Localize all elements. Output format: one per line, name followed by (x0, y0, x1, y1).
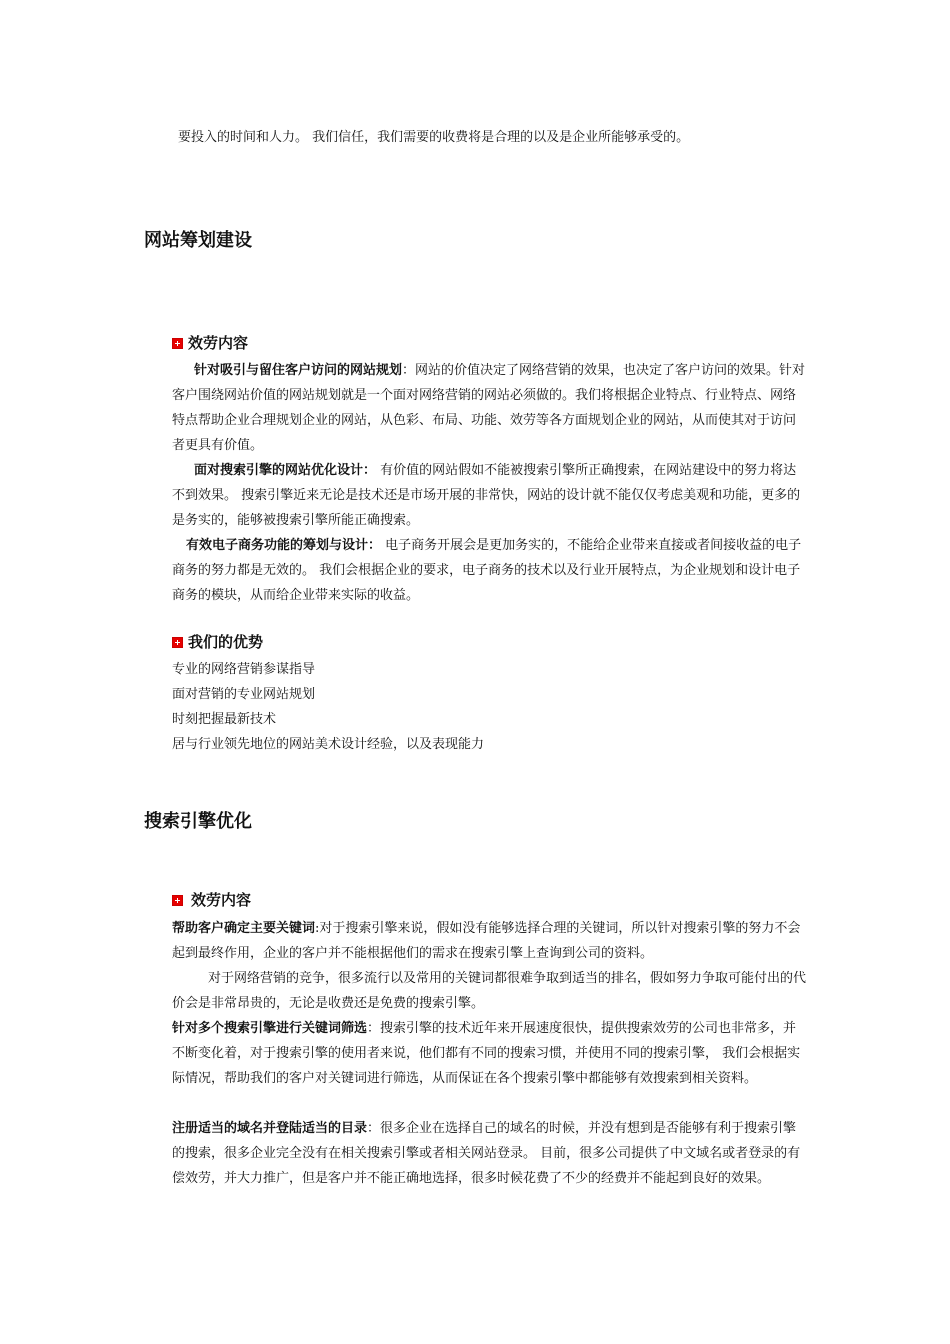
paragraph-label: 帮助客户确定主要关键词 (172, 921, 316, 936)
section-title-website-planning: 网站筹划建设 (144, 230, 252, 251)
subsection-title-label: 我们的优势 (188, 633, 264, 651)
service-paragraph: 针对吸引与留住客户访问的网站规划：网站的价值决定了网络营销的效果，也决定了客户访问的效果。针对客户围绕网站价值的网站规划就是一个面对网络营销的网站必须做的。我们将根据企业特点、行业特点、网络特点帮助企业合理规划企业的网站，从色彩、布局、功能、效劳等各方面规划企业的网站，从而使其对于访问者更具有价值。 (172, 363, 806, 453)
service-paragraph: 注册适当的域名并登陆适当的目录：很多企业在选择自己的域名的时候，并没有想到是否能够有利于搜索引擎的搜索，很多企业完全没有在相关搜索引擎或者相关网站登录。 目前，很多公司提供了中文域名或者登录的有偿效劳，并大力推广，但是客户并不能正确地选择，很多时候花费了不少的经费并不能起到良好的效果。 (172, 1121, 801, 1186)
service-paragraph: 对于网络营销的竞争，很多流行以及常用的关键词都很难争取到适当的排名，假如努力争取可能付出的代价会是非常昂贵的，无论是收费还是免费的搜索引擎。 (172, 971, 807, 1011)
red-plus-bullet-icon (172, 895, 183, 906)
paragraph-text: 搜索引擎的技术近年来开展速度很快，提供搜索效劳的公司也非常多，并不断变化着，对于搜索引擎的使用者来说，他们都有不同的搜索习惯，并使用不同的搜索引擎， 我们会根据实际情况，帮助我们的客户对关键词进行筛选，从而保证在各个搜索引擎中都能够有效搜索到相关资料。 (172, 1021, 801, 1086)
service-paragraph: 帮助客户确定主要关键词:对于搜索引擎来说，假如没有能够选择合理的关键词，所以针对搜索引擎的努力不会起到最终作用，企业的客户并不能根据他们的需求在搜索引擎上查询到公司的资料。 (172, 921, 801, 961)
red-plus-bullet-icon (172, 338, 183, 349)
paragraph-text: 对于搜索引擎来说，假如没有能够选择合理的关键词，所以针对搜索引擎的努力不会起到最终作用，企业的客户并不能根据他们的需求在搜索引擎上查询到公司的资料。 (172, 921, 801, 961)
paragraph-text: 网站的价值决定了网络营销的效果，也决定了客户访问的效果。针对客户围绕网站价值的网站规划就是一个面对网络营销的网站必须做的。我们将根据企业特点、行业特点、网络特点帮助企业合理规划企业的网站，从色彩、布局、功能、效劳等各方面规划企业的网站，从而使其对于访问者更具有价值。 (172, 363, 806, 453)
paragraph-label: 针对多个搜索引擎进行关键词筛选 (172, 1021, 368, 1036)
list-item: 时刻把握最新技术 (172, 712, 277, 727)
advantages-list (172, 657, 484, 757)
list-item: 居与行业领先地位的网站美术设计经验，以及表现能力 (172, 737, 485, 752)
section-title-seo: 搜索引擎优化 (144, 811, 252, 832)
subsection-title-advantages (172, 631, 263, 653)
paragraph-text: 有价值的网站假如不能被搜索引擎所正确搜索，在网站建设中的努力将达不到效果。 搜索引擎近来无论是技术还是市场开展的非常快，网站的设计就不能仅仅考虑美观和功能，更多的是务实的，能够被搜索引擎所能正确搜索。 (172, 463, 801, 528)
paragraph-text: 很多企业在选择自己的域名的时候，并没有想到是否能够有利于搜索引擎的搜索，很多企业完全没有在相关搜索引擎或者相关网站登录。 目前，很多公司提供了中文域名或者登录的有偿效劳，并大力推广，但是客户并不能正确地选择，很多时候花费了不少的经费并不能起到良好的效果。 (172, 1121, 801, 1186)
service-paragraph: 针对多个搜索引擎进行关键词筛选：搜索引擎的技术近年来开展速度很快，提供搜索效劳的公司也非常多，并不断变化着，对于搜索引擎的使用者来说，他们都有不同的搜索习惯，并使用不同的搜索引擎， 我们会根据实际情况，帮助我们的客户对关键词进行筛选，从而保证在各个搜索引擎中都能够有效搜索到相关资料。 (172, 1021, 801, 1086)
service-paragraph (172, 458, 808, 533)
paragraph-label: 有效电子商务功能的筹划与设计： (186, 538, 382, 553)
list-item: 面对营销的专业网站规划 (172, 687, 316, 702)
subsection-title-label: 效劳内容 (191, 891, 252, 909)
list-item: 专业的网络营销参谋指导 (172, 662, 316, 677)
paragraph-label: 注册适当的域名并登陆适当的目录 (172, 1121, 368, 1136)
paragraph-text: 电子商务开展会是更加务实的，不能给企业带来直接或者间接收益的电子商务的努力都是无效的。 我们会根据企业的要求，电子商务的技术以及行业开展特点，为企业规划和设计电子商务的模块，从而给企业带来实际的收益。 (172, 538, 802, 603)
red-plus-bullet-icon (172, 637, 183, 648)
subsection-title-service (172, 332, 248, 354)
service-paragraph (172, 533, 808, 608)
subsection-title-service (172, 889, 251, 911)
intro-text: 要投入的时间和人力。 我们信任，我们需要的收费将是合理的以及是企业所能够承受的。 (178, 130, 690, 145)
subsection-title-label: 效劳内容 (188, 334, 249, 352)
paragraph-label: 针对吸引与留住客户访问的网站规划 (194, 363, 403, 378)
paragraph-label: 面对搜索引擎的网站优化设计： (194, 463, 377, 478)
